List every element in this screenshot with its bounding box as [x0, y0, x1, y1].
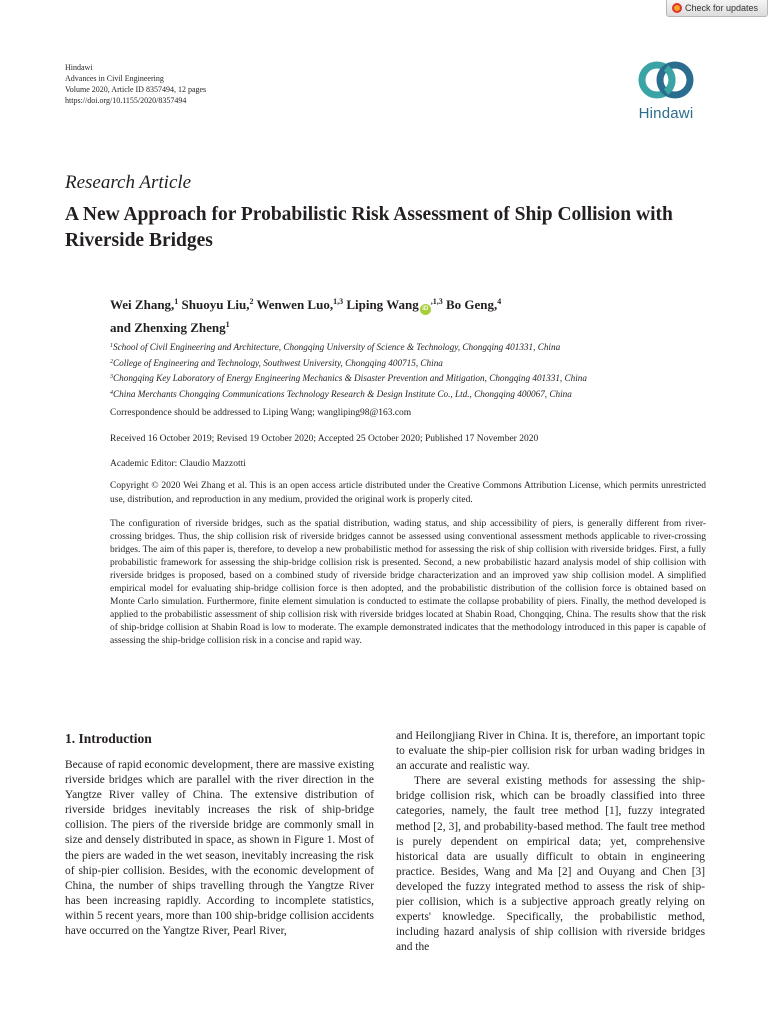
section-heading: 1. Introduction	[65, 731, 152, 746]
affiliations	[110, 339, 710, 401]
author-name: Shuoyu Liu,	[181, 297, 250, 312]
academic-editor: Academic Editor: Claudio Mazzotti	[110, 459, 246, 469]
publisher-name: Hindawi	[65, 63, 93, 72]
doi-link[interactable]: https://doi.org/10.1155/2020/8357494	[65, 96, 187, 105]
hindawi-logo-icon	[636, 58, 696, 102]
orcid-icon[interactable]: iD	[420, 304, 431, 315]
body-column-right	[396, 729, 705, 955]
body-paragraph: There are several existing methods for assessing the ship-bridge collision risk, which can be broadly classified into three categories, namely, the fault tree method [1], fuzzy integrated method [2, 3], and probability-based method. The fault tree method is purely dependent on empirical data; yet, comprehensive historical data are usually difficult to obtain in engineering practice. Besides, Wang and Ma [2] and Ouyang and Chen [3] developed the fuzzy integrated method to assess the risk of ship-pier collision, which is a subjective approach greatly relying on experts' knowledge. Specifically, the probabilistic method, including hazard analysis of ship collision with riverside bridges and the	[396, 775, 705, 954]
body-column-left	[65, 730, 374, 939]
author-name: Bo Geng,	[445, 297, 498, 312]
correspondence: Correspondence should be addressed to Liping Wang; wangliping98@163.com	[110, 408, 412, 418]
body-paragraph: and Heilongjiang River in China. It is, therefore, an important topic to evaluate the ship-pier collision risk for urban wading bridges in an accurate and realistic way.	[396, 730, 705, 773]
affiliation-text: School of Civil Engineering and Architecture, Chongqing University of Science & Technology, Chongqing 401331, China	[113, 342, 561, 352]
abstract: The configuration of riverside bridges, such as the spatial distribution, wading status, and ship accessibility of piers, is generally different from river-crossing bridges. Thus, the ship collision risk of riverside bridges cannot be assessed using conventional assessment methods applicable to river-crossing bridges. The aim of this paper is, therefore, to develop a new probabilistic method for assessing the risk of ship collision with riverside bridges. First, a fully probabilistic framework for assessing the ship-bridge collision risk is presented. Second, a new probabilistic hazard analysis model of ship collision with riverside bridges is proposed, based on a combined study of riverside bridge characterization and an improved yaw ship collision model. A simplified empirical model for evaluating ship-bridge collision force is then adopted, and the probabilistic distribution of the collision force is obtained based on Monte Carlo simulation. Furthermore, finite element simulation is conducted to estimate the collapse probability of piers. Finally, the method developed is applied to the probabilistic assessment of ship collision risk with riverside bridges located at Shabin Road, Chongqing, China. The results show that the risk of ship-bridge collision at Shabin Road is low to moderate. The example demonstrated indicates that the methodology introduced in this paper is capable of assessing the ship-bridge collision risk in a concise and rapid way.	[110, 519, 706, 647]
author-list	[110, 292, 710, 337]
affiliation-text: China Merchants Chongqing Communications Technology Research & Design Institute Co., Ltd., Chongqing 400067, China	[113, 388, 572, 399]
author-name: Wenwen Luo,	[256, 297, 334, 312]
copyright-notice: Copyright © 2020 Wei Zhang et al. This is an open access article distributed under the Creative Commons Attribution License, which permits unrestricted use, distribution, and reproduction in any medium, provided the original work is properly cited.	[110, 481, 706, 505]
affiliation-text: College of Engineering and Technology, Southwest University, Chongqing 400715, China	[113, 357, 443, 368]
journal-name: Advances in Civil Engineering	[65, 74, 164, 83]
paper-title: A New Approach for Probabilistic Risk Assessment of Ship Collision with Riverside Bridges	[65, 204, 673, 251]
check-for-updates-button[interactable]	[666, 0, 768, 17]
author-name: and Zhenxing Zheng	[110, 320, 226, 335]
author-affil-sup: ,1,3	[430, 297, 443, 306]
journal-meta	[65, 62, 206, 106]
logo-text: Hindawi	[638, 105, 694, 122]
body-paragraph: Because of rapid economic development, there are massive existing riverside bridges which are parallel with the river direction in the Yangtze River valley of China. The extensive distribution of riverside bridges inevitably increases the risk of ship-bridge collision. The piers of the riverside bridge are commonly small in size and densely distributed in space, as shown in Figure 1. Most of the piers are waded in the wet season, inevitably increasing the risk of ship-pier collision. Besides, with the economic development of China, the number of ships travelling through the Yangtze River has been increasing rapidly. According to incomplete statistics, within 5 recent years, more than 100 ship-bridge collision accidents have occurred on the Yangtze River, Pearl River,	[65, 759, 375, 938]
affiliation-item	[110, 370, 710, 386]
author-affil-sup: 1	[174, 297, 179, 306]
affiliation-sup: 3	[110, 374, 113, 380]
author-affil-sup: 4	[497, 297, 502, 306]
affiliation-sup: 4	[110, 389, 113, 396]
affiliation-item	[110, 339, 710, 355]
affiliation-item	[110, 386, 710, 402]
publication-dates: Received 16 October 2019; Revised 19 October 2020; Accepted 25 October 2020; Published 17 November 2020	[110, 434, 539, 444]
author-affil-sup: 1	[225, 320, 230, 329]
affiliation-text: Chongqing Key Laboratory of Energy Engineering Mechanics & Disaster Prevention and Mitigation, Chongqing 401331, China	[113, 373, 587, 383]
volume-info: Volume 2020, Article ID 8357494, 12 pages	[65, 85, 207, 94]
affiliation-item	[110, 355, 710, 371]
affiliation-sup: 2	[110, 358, 113, 365]
article-type: Research Article	[65, 172, 192, 193]
hindawi-logo	[626, 58, 706, 138]
author-affil-sup: 1,3	[333, 297, 344, 306]
author-name: Wei Zhang,	[110, 297, 175, 312]
check-updates-label: Check for updates	[685, 3, 759, 13]
affiliation-sup: 1	[110, 343, 113, 349]
author-name: Liping Wang	[346, 297, 419, 312]
author-affil-sup: 2	[249, 297, 254, 306]
check-updates-icon	[672, 3, 682, 13]
